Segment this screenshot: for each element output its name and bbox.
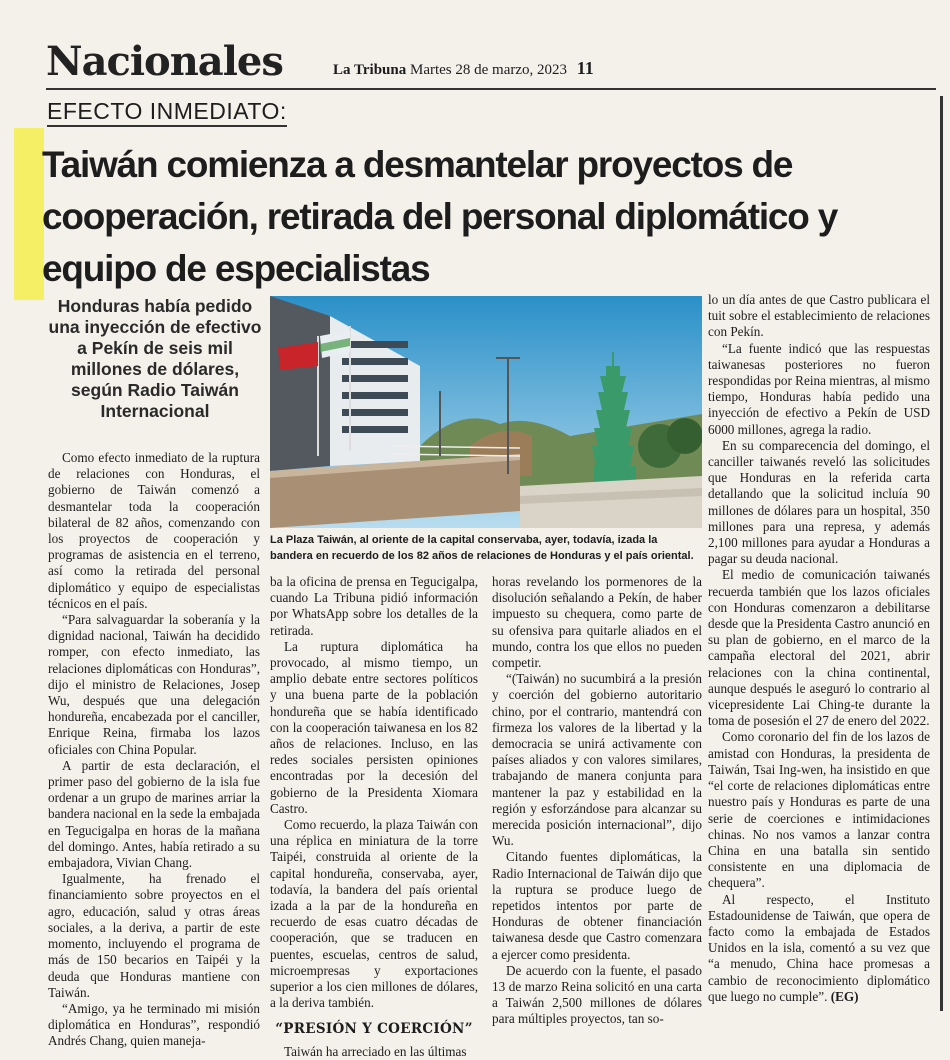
paragraph: lo un día antes de que Castro publicara el tuit sobre el establecimiento de relaciones con Pekín.	[708, 292, 930, 340]
paragraph: La ruptura diplomática ha provocado, al mismo tiempo, un amplio debate entre sectores políticos y una buena parte de la población hondureña que se había identificado con la cooperación taiwanesa en los 82 años de relaciones. Incluso, en las redes sociales persisten opiniones encontradas por la decesión del gobierno de la Presidenta Xiomara Castro.	[270, 638, 478, 816]
highlighter-mark	[14, 128, 44, 300]
paragraph: “(Taiwán) no sucumbirá a la presión y coerción del gobierno autoritario chino, por el contrario, mantendrá con firmeza los valores de la libertad y la democracia se unirá activamente con países aliados y con valores similares, trabajando de manera conjunta para mantener la paz y estabilidad en la región y esforzándose para alcanzar su merecida posición internacional”, dijo Wu.	[492, 671, 702, 849]
page-number: 11	[576, 58, 594, 78]
column-rule	[940, 96, 943, 1011]
paragraph: Como coronario del fin de los lazos de amistad con Honduras, la presidenta de Taiwán, Tsai Ing-wen, ha insistido en que “el corte de relaciones diplomáticas entre nuestro país y Honduras es parte de una serie de coerciones e intimidaciones chinas. No nos vamos a lanzar contra China en una batalla sin sentido consistente en una diplomacia de chequera”.	[708, 729, 930, 891]
paragraph: “Amigo, ya he terminado mi misión diplomática en Honduras”, respondió Andrés Chang, quien maneja-	[48, 1000, 260, 1049]
body-column-1	[48, 450, 260, 1050]
paragraph-text: Al respecto, el Instituto Estadounidense de Taiwán, que opera de facto como la embajada de Estados Unidos en la isla, comentó a su vez que “a menudo, China hace promesas a cambio de reconocimiento diplomático que luego no cumple”.	[708, 891, 930, 1004]
paragraph: “Para salvaguardar la soberanía y la dignidad nacional, Taiwán ha decidido romper, con efecto inmediato, las relaciones diplomáticas con Honduras”, dijo el ministro de Relaciones, Josep Wu, después que una delegación hondureña, encabezada por el canciller, Enrique Reina, firmaba los lazos oficiales con China Popular.	[48, 612, 260, 757]
paragraph: En su comparecencia del domingo, el canciller taiwanés reveló las solicitudes que Honduras en la referida carta detallando que la solicitud incluía 90 millones de dólares para un hospital, 350 millones para una represa, y además 2,100 millones para ayudar a Honduras a pagar su deuda nacional.	[708, 437, 930, 567]
article-photo	[270, 296, 702, 528]
paragraph	[708, 892, 930, 1005]
paragraph: De acuerdo con la fuente, el pasado 13 de marzo Reina solicitó en una carta a Taiwán 2,500 millones de dólares para múltiples proyectos, tan so-	[492, 962, 702, 1027]
paragraph: horas revelando los pormenores de la disolución señalando a Pekín, de haber impuesto su chequera, como parte de su ofensiva para quitarle aliados en el mundo, contra los que ellos no pueden competir.	[492, 574, 702, 671]
subheading: “PRESIÓN Y COERCIÓN”	[275, 1021, 473, 1038]
photo-caption: La Plaza Taiwán, al oriente de la capital conservaba, ayer, todavía, izada la bandera en recuerdo de los 82 años de relaciones de Honduras y el país oriental.	[270, 534, 694, 562]
paragraph: ba la oficina de prensa en Tegucigalpa, cuando La Tribuna pidió información por WhatsApp sobre los detalles de la retirada.	[270, 574, 478, 638]
paragraph: Igualmente, ha frenado el financiamiento sobre proyectos en el agro, educación, salud y otras áreas sociales, a la deriva, a partir de este momento, incluyendo el programa de más de 150 becarios en Taipéi y la deuda que Honduras mantiene con Taiwán.	[48, 871, 260, 1000]
author-signature: (EG)	[830, 988, 859, 1004]
masthead-info	[333, 58, 594, 79]
body-column-3	[492, 574, 702, 1028]
paper-name: La Tribuna	[333, 62, 407, 78]
headline: Taiwán comienza a desmantelar proyectos de cooperación, retirada del personal diplomático y equipo de especialistas	[42, 143, 838, 289]
paragraph: Como recuerdo, la plaza Taiwán con una réplica en miniatura de la torre Taipéi, construida al oriente de la capital hondureña, conservaba, ayer, todavía, la bandera del país oriental izada a la par de la hondureña en recuerdo de esas cuatro décadas de cooperación, que se traducen en puentes, escuelas, centros de salud, microempresas y exportaciones superior a los cien millones de dólares, a la deriva también.	[270, 817, 478, 1011]
deck: Honduras había pedido una inyección de efectivo a Pekín de seis mil millones de dólares, según Radio Taiwán Internacional	[48, 296, 262, 421]
header-rule	[46, 88, 936, 90]
paragraph: Taiwán ha arreciado en las últimas	[284, 1043, 467, 1059]
kicker: EFECTO INMEDIATO:	[47, 97, 287, 127]
paragraph: Como efecto inmediato de la ruptura de relaciones con Honduras, el gobierno de Taiwán comenzó a desmantelar toda la cooperación bilateral de 82 años, comenzando con los proyectos de cooperación y programas de asistencia en el terreno, así como la retirada del personal diplomático y equipo de especialistas técnicos en el país.	[48, 450, 260, 611]
paragraph: Citando fuentes diplomáticas, la Radio Internacional de Taiwán dijo que la ruptura se produce luego de repetidos intentos por parte de Honduras de obtener financiación taiwanesa desde que Castro comenzara a ejercer como presidenta.	[492, 849, 702, 962]
paragraph: “La fuente indicó que las respuestas taiwanesas posteriores no fueron respondidas por Reina mientras, al mismo tiempo, Honduras había pedido una inyección de efectivo a Pekín de USD 6000 millones, agrega la radio.	[708, 340, 930, 437]
body-column-4	[708, 292, 930, 1005]
issue-date: Martes 28 de marzo, 2023	[409, 62, 568, 78]
paragraph: A partir de esta declaración, el primer paso del gobierno de la isla fue ordenar a un grupo de marines arriar la bandera nacional en la sede la embajada en Tegucigalpa en horas de la mañana del domingo. Antes, había retirado a su embajadora, Vivian Chang.	[48, 757, 260, 871]
paragraph: El medio de comunicación taiwanés recuerda también que los lazos oficiales con Honduras comenzaron a debilitarse desde que la Presidenta Castro anunció en su plan de gobierno, en el marco de la campaña electoral del 2021, abrir relaciones con la china continental, aunque después le aseguró lo contrario al vicepresidente Lai Ching-te durante la toma de posesión el 27 de enero del 2022.	[708, 567, 930, 729]
body-column-2	[270, 574, 478, 1060]
section-title: Nacionales	[46, 38, 283, 85]
